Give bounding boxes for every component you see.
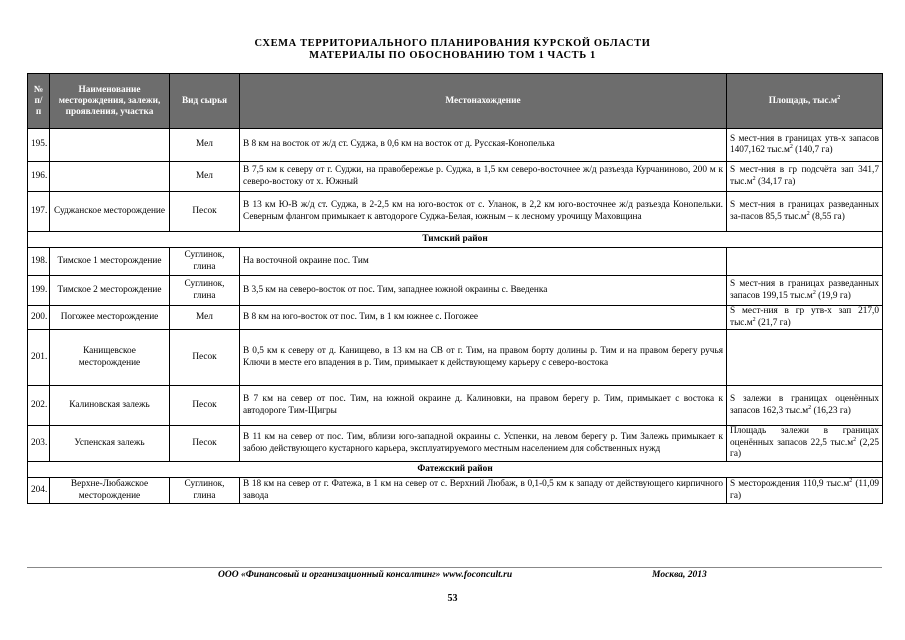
col-header-location: Местонахождение (240, 74, 727, 129)
cell-area: S месторождения 110,9 $тыс.м^2$ (11,09 га) (727, 478, 883, 504)
cell-deposit-name: Канищевское месторождение (50, 330, 170, 386)
cell-raw-material: Мел (170, 162, 240, 192)
cell-number: 200. (28, 306, 50, 330)
cell-location: В 11 км на север от пос. Тим, вблизи юго-западной окраины с. Успенки, на левом берегу р. Тим Залежь примыкает к забою действующего кустарного карьера, эксплуатируемого местным населением для собственных нужд (240, 426, 727, 462)
table-row (28, 330, 883, 386)
cell-area (727, 248, 883, 276)
cell-deposit-name: Калиновская залежь (50, 386, 170, 426)
table-row (28, 162, 883, 192)
cell-area: S мест-ния в гр подсчёта зап 341,7 $тыс.м^2$ (34,17 га) (727, 162, 883, 192)
cell-number: 195. (28, 129, 50, 162)
region-row (28, 232, 883, 248)
cell-area: S мест-ния в границах разведанных запасов 199,15 $тыс.м^2$ (19,9 га) (727, 276, 883, 306)
col-header-no: № п/ п (28, 74, 50, 129)
cell-location: В 8 км на восток от ж/д ст. Суджа, в 0,6 км на восток от д. Русская-Конопелька (240, 129, 727, 162)
cell-location: На восточной окраине пос. Тим (240, 248, 727, 276)
deposits-table (27, 73, 883, 504)
cell-deposit-name (50, 162, 170, 192)
cell-number: 198. (28, 248, 50, 276)
footer-city-year: Москва, 2013 (652, 570, 707, 580)
cell-deposit-name: Успенская залежь (50, 426, 170, 462)
cell-area: Площадь залежи в границах оценённых запасов 22,5 $тыс.м^2$ (2,25 га) (727, 426, 883, 462)
footer (0, 570, 905, 584)
document-header (0, 38, 905, 62)
cell-raw-material: Суглинок, глина (170, 248, 240, 276)
cell-raw-material: Мел (170, 129, 240, 162)
col-header-name: Наименование месторождения, залежи, проявления, участка (50, 74, 170, 129)
region-title: Фатежский район (28, 462, 883, 478)
cell-raw-material: Суглинок, глина (170, 276, 240, 306)
table-body (28, 129, 883, 504)
cell-number: 196. (28, 162, 50, 192)
table-row (28, 386, 883, 426)
cell-location: В 3,5 км на северо-восток от пос. Тим, западнее южной окраины с. Введенка (240, 276, 727, 306)
cell-number: 197. (28, 192, 50, 232)
cell-raw-material: Песок (170, 192, 240, 232)
cell-deposit-name: Тимское 1 месторождение (50, 248, 170, 276)
table-row (28, 478, 883, 504)
cell-raw-material: Суглинок, глина (170, 478, 240, 504)
cell-number: 202. (28, 386, 50, 426)
cell-deposit-name: Верхне-Любажское месторождение (50, 478, 170, 504)
cell-deposit-name: Суджанское месторождение (50, 192, 170, 232)
cell-area: S мест-ния в границах утв-х запасов 1407,162 $тыс.м^2$ (140,7 га) (727, 129, 883, 162)
cell-location: В 0,5 км к северу от д. Канищево, в 13 км на СВ от г. Тим, на правом борту долины р. Тим и на правом берегу ручья Ключи в месте его впадения в р. Тим, примыкает к действующему карьеру с северо-востока (240, 330, 727, 386)
footer-organization: ООО «Финансовый и организационный консалтинг» www.foconcult.ru (218, 570, 513, 580)
table-row (28, 192, 883, 232)
footer-rule (27, 567, 882, 568)
page-number: 53 (447, 593, 458, 604)
table-row (28, 129, 883, 162)
cell-location: В 13 км Ю-В ж/д ст. Суджа, в 2-2,5 км на юго-восток от с. Уланок, в 2,2 км юго-восточнее ж/д разъезда Конопельки. Северным флангом примыкает к автодороге Суджа-Белая, южным – к лесному урочищу Маховщина (240, 192, 727, 232)
table-row (28, 248, 883, 276)
cell-location: В 8 км на юго-восток от пос. Тим, в 1 км южнее с. Погожее (240, 306, 727, 330)
cell-area: S мест-ния в гр утв-х зап 217,0 $тыс.м^2$ (21,7 га) (727, 306, 883, 330)
header-subtitle: МАТЕРИАЛЫ ПО ОБОСНОВАНИЮ ТОМ 1 ЧАСТЬ 1 (309, 50, 596, 61)
cell-area: S залежи в границах оценённых запасов 162,3 $тыс.м^2$ (16,23 га) (727, 386, 883, 426)
cell-number: 204. (28, 478, 50, 504)
cell-deposit-name (50, 129, 170, 162)
cell-number: 199. (28, 276, 50, 306)
cell-number: 201. (28, 330, 50, 386)
region-row (28, 462, 883, 478)
cell-raw-material: Песок (170, 426, 240, 462)
cell-location: В 7 км на север от пос. Тим, на южной окраине д. Калиновки, на правом берегу р. Тим, примыкает с востока к автодороге Тим-Щигры (240, 386, 727, 426)
table-row (28, 306, 883, 330)
table-row (28, 426, 883, 462)
cell-deposit-name: Тимское 2 месторождение (50, 276, 170, 306)
cell-area (727, 330, 883, 386)
cell-location: В 18 км на север от г. Фатежа, в 1 км на север от с. Верхний Любаж, в 0,1-0,5 км к западу от действующего кирпичного завода (240, 478, 727, 504)
cell-number: 203. (28, 426, 50, 462)
cell-raw-material: Песок (170, 386, 240, 426)
cell-area: S мест-ния в границах разведанных за-пасов 85,5 $тыс.м^2$ (8,55 га) (727, 192, 883, 232)
cell-raw-material: Мел (170, 306, 240, 330)
col-header-area: Площадь, $тыс.м^2$ (727, 74, 883, 129)
header-title: СХЕМА ТЕРРИТОРИАЛЬНОГО ПЛАНИРОВАНИЯ КУРСКОЙ ОБЛАСТИ (254, 38, 651, 49)
table-row (28, 276, 883, 306)
col-header-type: Вид сырья (170, 74, 240, 129)
region-title: Тимский район (28, 232, 883, 248)
cell-raw-material: Песок (170, 330, 240, 386)
cell-deposit-name: Погожее месторождение (50, 306, 170, 330)
cell-location: В 7,5 км к северу от г. Суджи, на правобережье р. Суджа, в 1,5 км северо-восточнее ж/д разъезда Курчаниново, 200 м к северо-востоку от х. Южный (240, 162, 727, 192)
